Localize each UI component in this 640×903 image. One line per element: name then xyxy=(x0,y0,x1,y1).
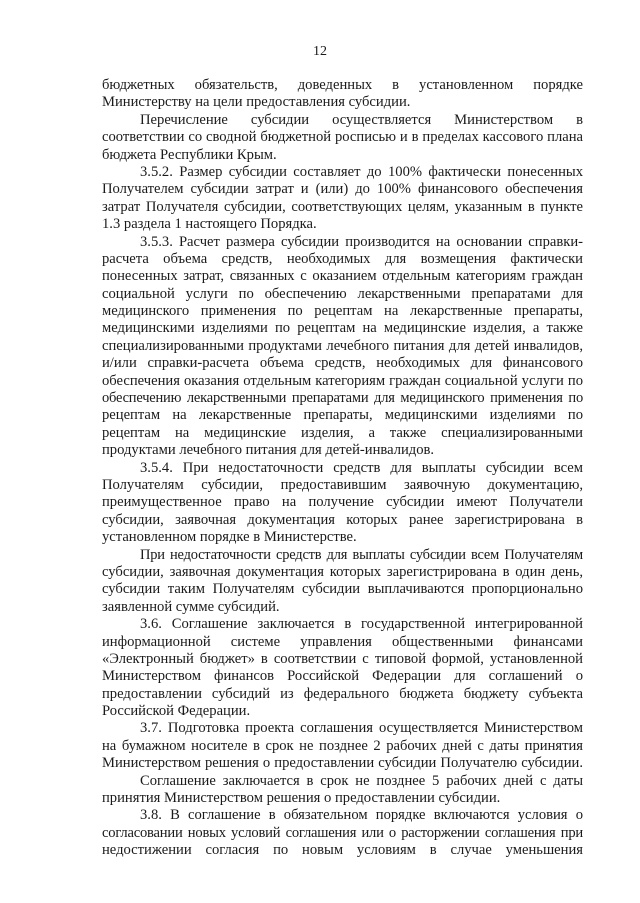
text-line: медицинского применения по рецептам на лекарственные препараты, xyxy=(102,303,583,320)
text-line: Российской Федерации. xyxy=(102,703,251,720)
text-line: затрат Получателя субсидии, соответствующих целям, указанным в пункте xyxy=(102,198,583,215)
body-text xyxy=(102,77,583,860)
text-line: Министерством финансов Российской Федерации для соглашений о xyxy=(102,668,583,685)
text-line: принятия Министерством решения о предоставлении субсидии. xyxy=(102,790,501,807)
text-line: 3.5.2. Размер субсидии составляет до 100% фактически понесенных xyxy=(140,163,583,180)
text-line: субсидии, заявочная документация которых ранее зарегистрирована в xyxy=(102,511,583,528)
text-line: заявленной сумме субсидий. xyxy=(102,598,280,615)
text-line: Министерством решения о предоставлении субсидии Получателю субсидии. xyxy=(102,755,583,772)
text-line: «Электронный бюджет» в соответствии с типовой формой, установленной xyxy=(102,650,583,667)
text-line: медицинскими изделиями по рецептам на медицинские изделия, а также xyxy=(102,320,583,337)
text-line: расчета объема средств, необходимых для возмещения фактически xyxy=(102,250,583,267)
text-line: социальной услуги по обеспечению лекарственными препаратами для xyxy=(102,285,583,302)
text-line: Получателям субсидии, предоставившим заявочную документацию, xyxy=(102,476,583,493)
text-line: рецептам на лекарственные препараты, медицинскими изделиями по xyxy=(102,407,583,424)
text-line: обеспечению лекарственными препаратами для медицинского применения по xyxy=(102,390,583,407)
page-number: 12 xyxy=(313,44,327,59)
text-line: 3.7. Подготовка проекта соглашения осуществляется Министерством xyxy=(140,720,583,737)
text-line: бюджетных обязательств, доведенных в установленном порядке xyxy=(102,77,583,93)
text-line: При недостаточности средств для выплаты субсидии всем Получателям xyxy=(140,546,583,563)
text-line: продуктами лечебного питания для детей-инвалидов. xyxy=(102,442,435,459)
text-line: обеспечения оказания отдельным категориям граждан социальной услуги по xyxy=(102,372,583,389)
text-line: бюджета Республики Крым. xyxy=(102,146,277,163)
text-line: понесенных затрат, связанных с оказанием отдельным категориям граждан xyxy=(102,268,583,285)
text-line: субсидии, заявочная документация которых зарегистрирована в один день, xyxy=(102,563,583,580)
text-line: соответствии со сводной бюджетной росписью и в пределах кассового плана xyxy=(102,129,583,146)
text-line: Министерству на цели предоставления субсидии. xyxy=(102,94,411,111)
text-line: 3.6. Соглашение заключается в государственной интегрированной xyxy=(140,616,583,633)
text-line: 1.3 раздела 1 настоящего Порядка. xyxy=(102,216,317,233)
text-line: 3.5.3. Расчет размера субсидии производится на основании справки- xyxy=(140,233,583,250)
text-line: Перечисление субсидии осуществляется Министерством в xyxy=(140,111,583,128)
text-line: специализированными продуктами лечебного питания для детей инвалидов, xyxy=(102,337,583,354)
text-line: информационной системе управления общественными финансами xyxy=(102,633,583,650)
text-line: недостижении согласия по новым условиям в случае уменьшения xyxy=(102,842,583,859)
text-line: рецептам на медицинские изделия, а также специализированными xyxy=(102,424,583,441)
text-line: Получателем субсидии затрат и (или) до 100% финансового обеспечения xyxy=(102,181,583,198)
text-line: на бумажном носителе в срок не позднее 2 рабочих дней с даты принятия xyxy=(102,737,583,754)
text-line: и/или справки-расчета объема средств, необходимых для финансового xyxy=(102,355,583,372)
text-line: согласовании новых условий соглашения или о расторжении соглашения при xyxy=(102,824,583,841)
text-line: предоставлении субсидий из федерального бюджета бюджету субъекта xyxy=(102,685,583,702)
text-line: Соглашение заключается в срок не позднее 5 рабочих дней с даты xyxy=(140,772,583,789)
text-line: установленном порядке в Министерстве. xyxy=(102,529,357,546)
text-line: 3.5.4. При недостаточности средств для выплаты субсидии всем xyxy=(140,459,583,476)
text-line: преимущественное право на получение субсидии имеют Получатели xyxy=(102,494,583,511)
text-line: субсидии таким Получателям субсидии выплачиваются пропорционально xyxy=(102,581,583,598)
text-line: 3.8. В соглашение в обязательном порядке включаются условия о xyxy=(140,807,583,824)
